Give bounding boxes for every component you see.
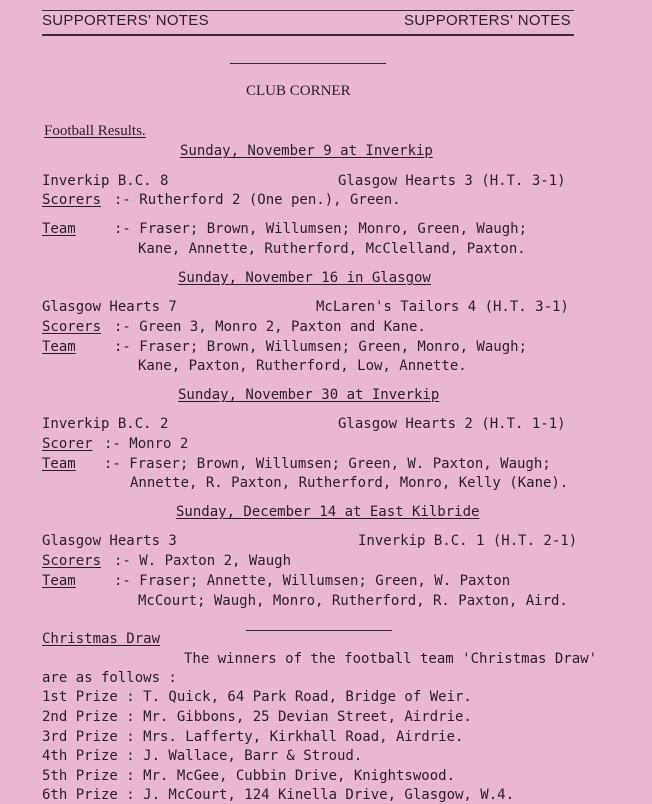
prize-line: 2nd Prize : Mr. Gibbons, 25 Devian Street, Airdrie. xyxy=(42,709,472,725)
football-results-heading: Football Results. xyxy=(44,123,146,139)
scorers-text: :- W. Paxton 2, Waugh xyxy=(114,553,292,569)
match-away-team: Glasgow Hearts 3 (H.T. 3-1) xyxy=(338,173,566,189)
match-away-team: McLaren's Tailors 4 (H.T. 3-1) xyxy=(316,299,569,315)
team-line: :- Fraser; Brown, Willumsen; Monro, Green, Waugh; xyxy=(114,221,528,237)
match-heading: Sunday, December 14 at East Kilbride xyxy=(176,504,480,520)
club-corner-title: CLUB CORNER xyxy=(246,83,351,99)
team-line: McCourt; Waugh, Monro, Rutherford, R. Paxton, Aird. xyxy=(138,593,568,609)
prize-line: 1st Prize : T. Quick, 64 Park Road, Bridge of Weir. xyxy=(42,689,472,705)
team-label: Team xyxy=(42,221,76,237)
team-label: Team xyxy=(42,573,76,589)
scorers-text: :- Monro 2 xyxy=(104,436,189,452)
scorers-text: :- Rutherford 2 (One pen.), Green. xyxy=(114,192,401,208)
match-home-team: Inverkip B.C. 8 xyxy=(42,173,169,189)
team-line: :- Fraser; Brown, Willumsen; Green, Monro, Waugh; xyxy=(114,339,528,355)
header-right: SUPPORTERS' NOTES xyxy=(404,12,571,29)
prize-line: 6th Prize : J. McCourt, 124 Kinella Drive, Glasgow, W.4. xyxy=(42,787,515,803)
header-top-rule xyxy=(42,10,574,11)
team-line: :- Fraser; Annette, Willumsen; Green, W. Paxton xyxy=(114,573,511,589)
scorers-label: Scorer xyxy=(42,436,93,452)
match-home-team: Glasgow Hearts 7 xyxy=(42,299,177,315)
section-divider-rule xyxy=(246,630,392,631)
christmas-draw-intro: are as follows : xyxy=(42,670,177,686)
scorers-text: :- Green 3, Monro 2, Paxton and Kane. xyxy=(114,319,426,335)
team-line: Annette, R. Paxton, Rutherford, Monro, Kelly (Kane). xyxy=(130,475,569,491)
team-line: Kane, Paxton, Rutherford, Low, Annette. xyxy=(138,358,467,374)
scorers-label: Scorers xyxy=(42,553,102,569)
match-heading: Sunday, November 30 at Inverkip xyxy=(178,387,440,403)
club-corner-rule xyxy=(230,63,386,64)
team-line: :- Fraser; Brown, Willumsen; Green, W. Paxton, Waugh; xyxy=(104,456,551,472)
christmas-draw-intro: The winners of the football team 'Christmas Draw' xyxy=(184,651,598,667)
christmas-draw-heading: Christmas Draw xyxy=(42,631,161,647)
prize-line: 4th Prize : J. Wallace, Barr & Stroud. xyxy=(42,748,363,764)
prize-line: 5th Prize : Mr. McGee, Cubbin Drive, Knightswood. xyxy=(42,768,456,784)
match-home-team: Inverkip B.C. 2 xyxy=(42,416,169,432)
scorers-label: Scorers xyxy=(42,319,102,335)
match-home-team: Glasgow Hearts 3 xyxy=(42,533,177,549)
header-bottom-rule xyxy=(42,34,574,36)
scorers-label: Scorers xyxy=(42,192,102,208)
team-line: Kane, Annette, Rutherford, McClelland, Paxton. xyxy=(138,241,526,257)
header-left: SUPPORTERS' NOTES xyxy=(42,12,209,29)
prize-line: 3rd Prize : Mrs. Lafferty, Kirkhall Road, Airdrie. xyxy=(42,729,464,745)
team-label: Team xyxy=(42,339,76,355)
team-label: Team xyxy=(42,456,76,472)
match-away-team: Inverkip B.C. 1 (H.T. 2-1) xyxy=(358,533,578,549)
match-heading: Sunday, November 16 in Glasgow xyxy=(178,270,431,286)
match-heading: Sunday, November 9 at Inverkip xyxy=(180,143,433,159)
match-away-team: Glasgow Hearts 2 (H.T. 1-1) xyxy=(338,416,566,432)
